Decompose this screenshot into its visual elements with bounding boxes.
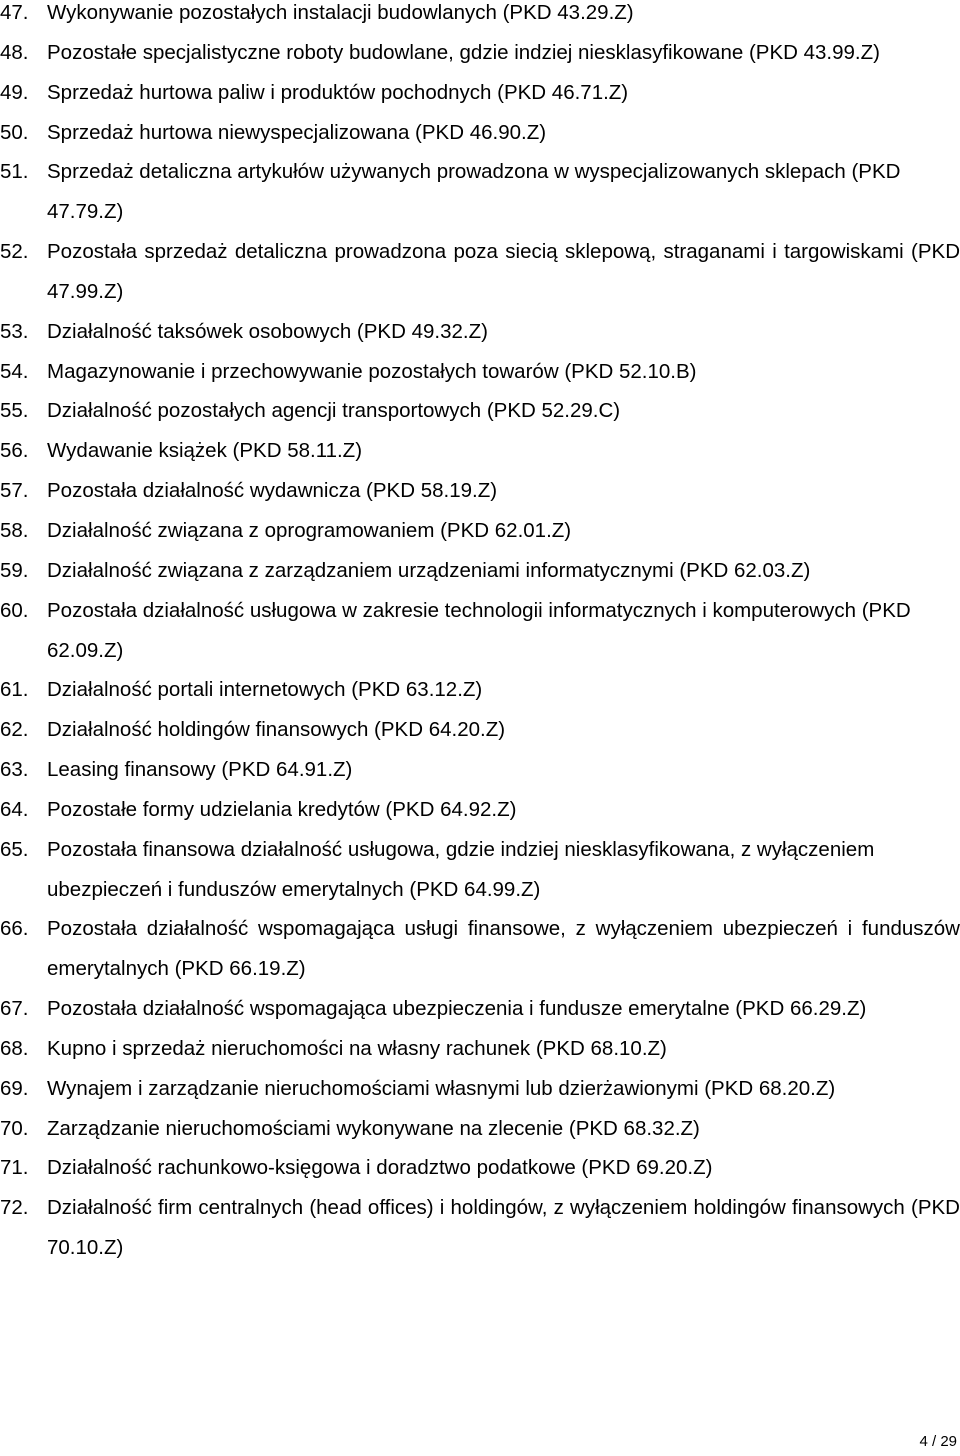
list-item <box>0 670 960 710</box>
item-text: Magazynowanie i przechowywanie pozostałych towarów (PKD 52.10.B) <box>47 359 697 383</box>
list-item <box>0 710 960 750</box>
list-item <box>0 471 960 511</box>
list-item <box>0 1188 960 1268</box>
item-number: 54. <box>0 359 29 383</box>
item-text: Leasing finansowy (PKD 64.91.Z) <box>47 758 353 782</box>
item-text: Wynajem i zarządzanie nieruchomościami własnymi lub dzierżawionymi (PKD 68.20.Z) <box>47 1076 836 1100</box>
item-number: 57. <box>0 479 29 503</box>
list-item <box>0 352 960 392</box>
item-text: Działalność holdingów finansowych (PKD 64.20.Z) <box>47 718 506 742</box>
list-item <box>0 989 960 1029</box>
page-number: 4 / 29 <box>919 1433 957 1450</box>
item-text: Pozostałe formy udzielania kredytów (PKD 64.92.Z) <box>47 797 517 821</box>
item-number: 65. <box>0 837 29 861</box>
item-text: Wykonywanie pozostałych instalacji budowlanych (PKD 43.29.Z) <box>47 1 634 24</box>
item-text: Działalność portali internetowych (PKD 63.12.Z) <box>47 678 483 702</box>
item-text: Działalność taksówek osobowych (PKD 49.32.Z) <box>47 319 488 343</box>
item-number: 47. <box>0 1 29 24</box>
item-number: 50. <box>0 120 29 144</box>
list-item <box>0 0 960 33</box>
item-number: 61. <box>0 678 29 702</box>
item-number: 52. <box>0 240 29 264</box>
list-item <box>0 391 960 431</box>
list-item <box>0 1109 960 1149</box>
list-item <box>0 790 960 830</box>
item-number: 72. <box>0 1196 29 1220</box>
item-number: 70. <box>0 1116 29 1140</box>
list-item <box>0 152 960 232</box>
item-number: 56. <box>0 439 29 463</box>
item-text: Pozostała sprzedaż detaliczna prowadzona poza siecią sklepową, straganami i targowiskami (PKD 47.99.Z) <box>47 240 960 303</box>
list-item <box>0 431 960 471</box>
item-text: Sprzedaż hurtowa paliw i produktów pochodnych (PKD 46.71.Z) <box>47 80 629 104</box>
item-text: Działalność związana z zarządzaniem urządzeniami informatycznymi (PKD 62.03.Z) <box>47 558 811 582</box>
list-item <box>0 591 960 671</box>
item-text: Działalność związana z oprogramowaniem (PKD 62.01.Z) <box>47 518 572 542</box>
list-item <box>0 909 960 989</box>
item-text: Pozostałe specjalistyczne roboty budowlane, gdzie indziej niesklasyfikowane (PKD 43.99.Z) <box>47 40 880 64</box>
list-item <box>0 73 960 113</box>
item-number: 55. <box>0 399 29 423</box>
item-text: Działalność rachunkowo-księgowa i doradztwo podatkowe (PKD 69.20.Z) <box>47 1156 713 1180</box>
list-item <box>0 1069 960 1109</box>
item-number: 69. <box>0 1076 29 1100</box>
item-number: 66. <box>0 917 29 941</box>
item-number: 68. <box>0 1036 29 1060</box>
item-text: Działalność firm centralnych (head offices) i holdingów, z wyłączeniem holdingów finansowych (PKD 70.10.Z) <box>47 1196 960 1260</box>
item-text: Pozostała działalność wspomagająca ubezpieczenia i fundusze emerytalne (PKD 66.29.Z) <box>47 997 867 1021</box>
item-text: Sprzedaż hurtowa niewyspecjalizowana (PKD 46.90.Z) <box>47 120 547 144</box>
item-number: 59. <box>0 558 29 582</box>
item-number: 49. <box>0 80 29 104</box>
item-number: 51. <box>0 160 29 184</box>
item-text: Pozostała działalność wydawnicza (PKD 58.19.Z) <box>47 479 498 503</box>
item-number: 71. <box>0 1156 29 1180</box>
item-text: Wydawanie książek (PKD 58.11.Z) <box>47 439 363 463</box>
item-number: 60. <box>0 598 29 622</box>
item-number: 67. <box>0 997 29 1021</box>
item-text: Pozostała działalność usługowa w zakresie technologii informatycznych i komputerowych (PKD 62.09.Z) <box>47 598 911 662</box>
list-item <box>0 312 960 352</box>
item-text: Sprzedaż detaliczna artykułów używanych prowadzona w wyspecjalizowanych sklepach (PKD 47.79.Z) <box>47 160 901 224</box>
item-number: 53. <box>0 319 29 343</box>
list-item <box>0 232 960 312</box>
item-text: Kupno i sprzedaż nieruchomości na własny rachunek (PKD 68.10.Z) <box>47 1036 667 1060</box>
list-item <box>0 551 960 591</box>
item-number: 62. <box>0 718 29 742</box>
item-number: 58. <box>0 518 29 542</box>
item-number: 48. <box>0 40 29 64</box>
list-item <box>0 1148 960 1188</box>
list-item <box>0 113 960 153</box>
item-text: Pozostała finansowa działalność usługowa, gdzie indziej niesklasyfikowana, z wyłączeniem ubezpieczeń i funduszów emerytalnych (PKD 64.99.Z) <box>47 837 875 901</box>
list-item <box>0 33 960 73</box>
list-item <box>0 830 960 910</box>
item-text: Zarządzanie nieruchomościami wykonywane na zlecenie (PKD 68.32.Z) <box>47 1116 700 1140</box>
list-item <box>0 750 960 790</box>
item-text: Działalność pozostałych agencji transportowych (PKD 52.29.C) <box>47 399 621 423</box>
item-number: 63. <box>0 758 29 782</box>
item-number: 64. <box>0 797 29 821</box>
list-item <box>0 511 960 551</box>
list-item <box>0 1029 960 1069</box>
item-text: Pozostała działalność wspomagająca usługi finansowe, z wyłączeniem ubezpieczeń i funduszów emerytalnych (PKD 66.19.Z) <box>47 917 960 981</box>
